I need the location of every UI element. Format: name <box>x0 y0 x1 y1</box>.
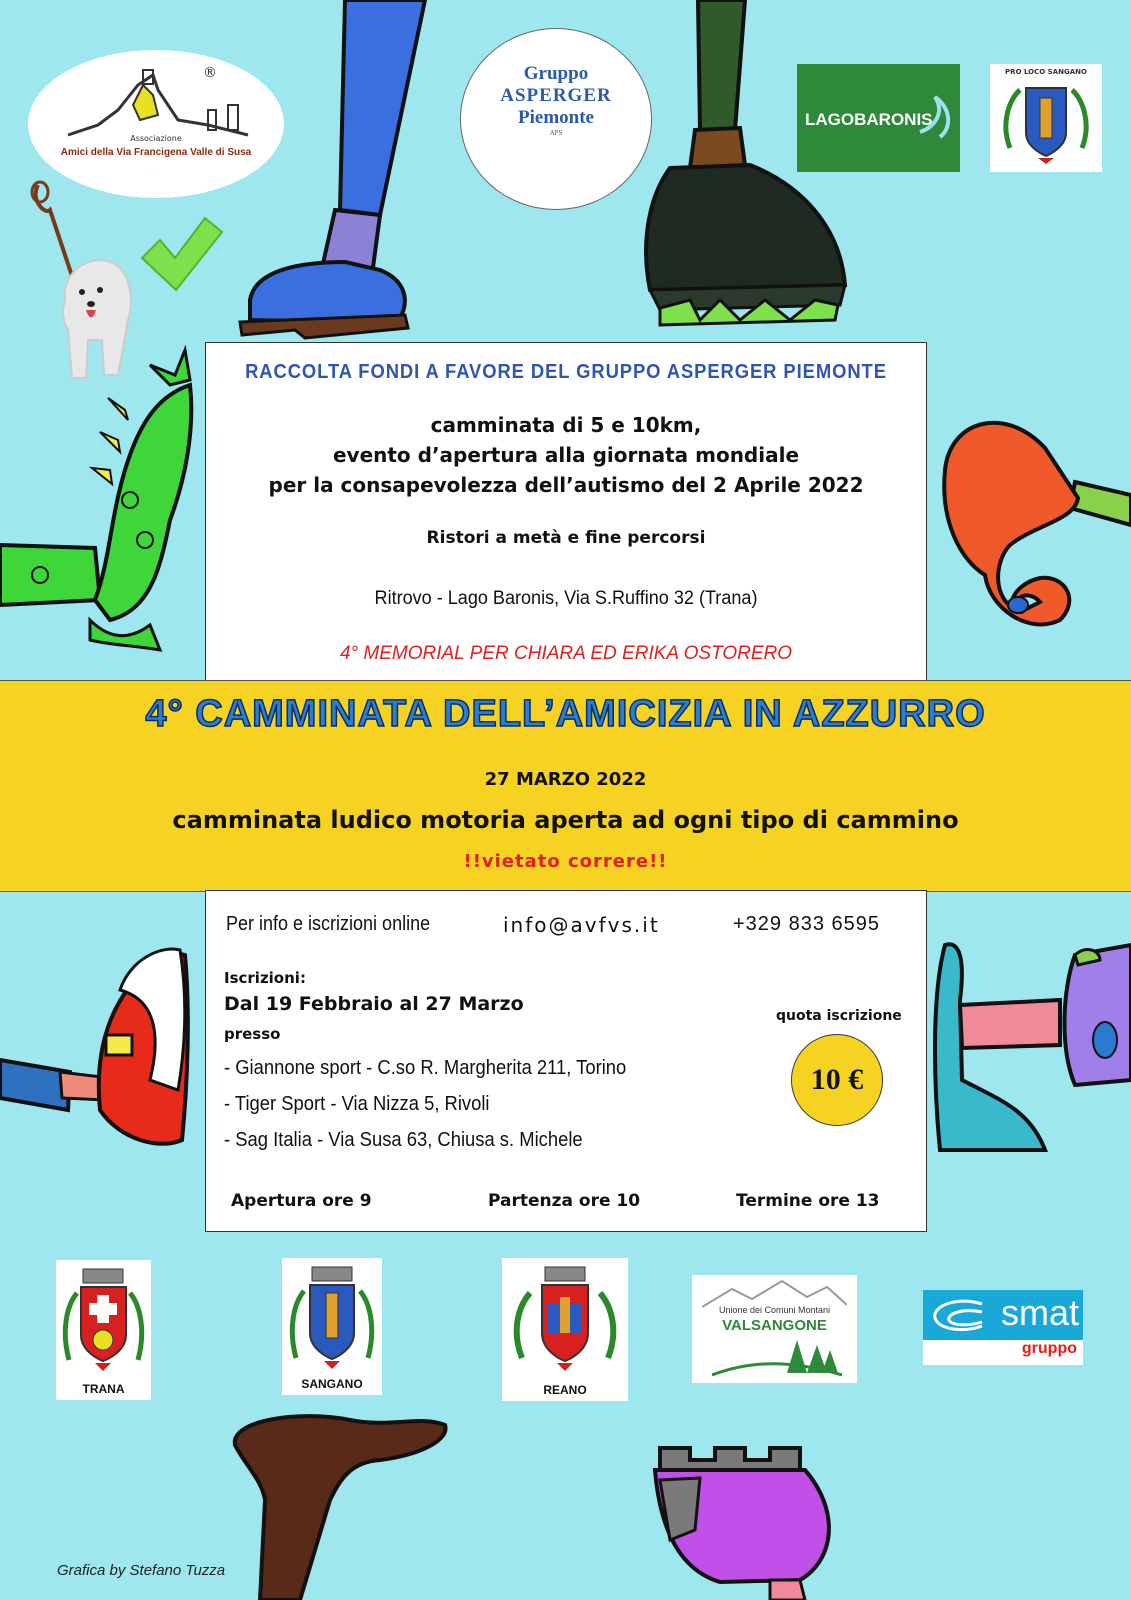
no-running-warning: !!vietato correre!! <box>463 851 668 872</box>
fee-label: quota iscrizione <box>776 1008 902 1024</box>
reano-crest <box>502 1258 628 1401</box>
reano-label: REANO <box>543 1383 587 1397</box>
lagobaronis-logo <box>797 64 960 172</box>
fee-value: 10 € <box>810 1063 864 1096</box>
start-time: Partenza ore 10 <box>488 1191 641 1211</box>
swirl-icon <box>927 1296 987 1336</box>
dog-illustration <box>32 182 131 378</box>
green-dragon-illustration <box>0 350 191 650</box>
list-item: - Sag Italia - Via Susa 63, Chiusa s. Michele <box>224 1129 583 1151</box>
amici-name: Amici della Via Francigena Valle di Susa <box>60 147 252 158</box>
proloco-text: PRO LOCO SANGANO <box>1005 68 1087 76</box>
autism-awareness-line: per la consapevolezza dell’autismo del 2 Aprile 2022 <box>268 473 864 497</box>
end-time: Termine ore 13 <box>736 1191 880 1211</box>
proloco-sangano-logo <box>990 64 1102 172</box>
graphic-credit: Grafica by Stefano Tuzza <box>57 1562 226 1579</box>
registration-period: Dal 19 Febbraio al 27 Marzo <box>224 993 524 1015</box>
opening-event-line: evento d’apertura alla giornata mondiale <box>332 443 800 467</box>
asperger-line3: Piemonte <box>518 107 594 128</box>
red-helmet-illustration <box>0 949 188 1144</box>
event-details-box <box>205 342 927 682</box>
mountain-icon <box>58 65 258 145</box>
valsangone-top: Unione dei Comuni Montani <box>718 1305 831 1315</box>
asperger-line2: ASPERGER <box>500 85 612 106</box>
lagobaronis-text-b: BARONIS <box>854 110 933 129</box>
blue-shoe-illustration <box>240 0 425 338</box>
asperger-logo <box>460 28 652 210</box>
fundraising-headline: RACCOLTA FONDI A FAVORE DEL GRUPPO ASPERGER PIEMONTE <box>245 361 887 383</box>
opening-time: Apertura ore 9 <box>231 1191 372 1211</box>
amici-via-francigena-logo <box>28 50 284 198</box>
trana-shield-icon <box>61 1265 146 1375</box>
shop-list <box>224 1057 661 1165</box>
smat-block <box>923 1290 1083 1340</box>
crest-icon <box>1000 78 1092 168</box>
list-item: - Giannone sport - C.so R. Margherita 211, Torino <box>224 1057 627 1079</box>
teal-shape-illustration <box>935 944 1131 1150</box>
fee-badge <box>791 1034 883 1126</box>
asperger-line1: Gruppo <box>523 63 589 84</box>
valsangone-name: VALSANGONE <box>722 1317 827 1334</box>
trana-crest <box>56 1260 151 1400</box>
event-subtitle: camminata ludico motoria aperta ad ogni tipo di cammino <box>172 806 959 834</box>
sangano-label: SANGANO <box>301 1377 363 1391</box>
pine-trees-icon <box>712 1335 842 1380</box>
meeting-point-line: Ritrovo - Lago Baronis, Via S.Ruffino 32 (Trana) <box>374 588 758 609</box>
sangano-shield-icon <box>288 1263 376 1373</box>
event-date: 27 MARZO 2022 <box>484 769 647 790</box>
check-icon <box>142 218 222 290</box>
presso-label: presso <box>224 1025 281 1043</box>
orange-trunk-illustration <box>944 423 1131 625</box>
registration-info-box <box>205 890 927 1232</box>
walk-distance-line: camminata di 5 e 10km, <box>430 413 702 437</box>
smat-sub: gruppo <box>1021 1340 1077 1357</box>
asperger-line4: APS <box>549 129 563 137</box>
amici-small-label: Associazione <box>130 134 182 143</box>
purple-castle-illustration <box>655 1448 829 1600</box>
email-link[interactable]: info@avfvs.it <box>503 913 660 937</box>
refreshments-line: Ristori a metà e fine percorsi <box>426 528 706 548</box>
valsangone-logo <box>692 1275 857 1383</box>
reano-shield-icon <box>512 1263 618 1375</box>
event-title: 4° CAMMINATA DELL’AMICIZIA IN AZZURRO <box>145 693 986 735</box>
registration-label: Iscrizioni: <box>224 969 306 987</box>
title-banner <box>0 680 1131 892</box>
brown-saddle-illustration <box>235 1416 446 1600</box>
smat-text: smat <box>1000 1292 1079 1333</box>
memorial-line: 4° MEMORIAL PER CHIARA ED ERIKA OSTORERO <box>339 643 793 664</box>
phone-number[interactable]: +329 833 6595 <box>733 913 881 935</box>
registered-mark: ® <box>203 65 217 81</box>
lagobaronis-text-a: LAGO <box>805 110 855 129</box>
smat-logo <box>923 1290 1083 1365</box>
sangano-crest <box>282 1258 382 1395</box>
trana-label: TRANA <box>82 1382 125 1396</box>
list-item: - Tiger Sport - Via Nizza 5, Rivoli <box>224 1093 490 1115</box>
wave-icon <box>915 92 955 142</box>
info-label: Per info e iscrizioni online <box>226 913 431 935</box>
